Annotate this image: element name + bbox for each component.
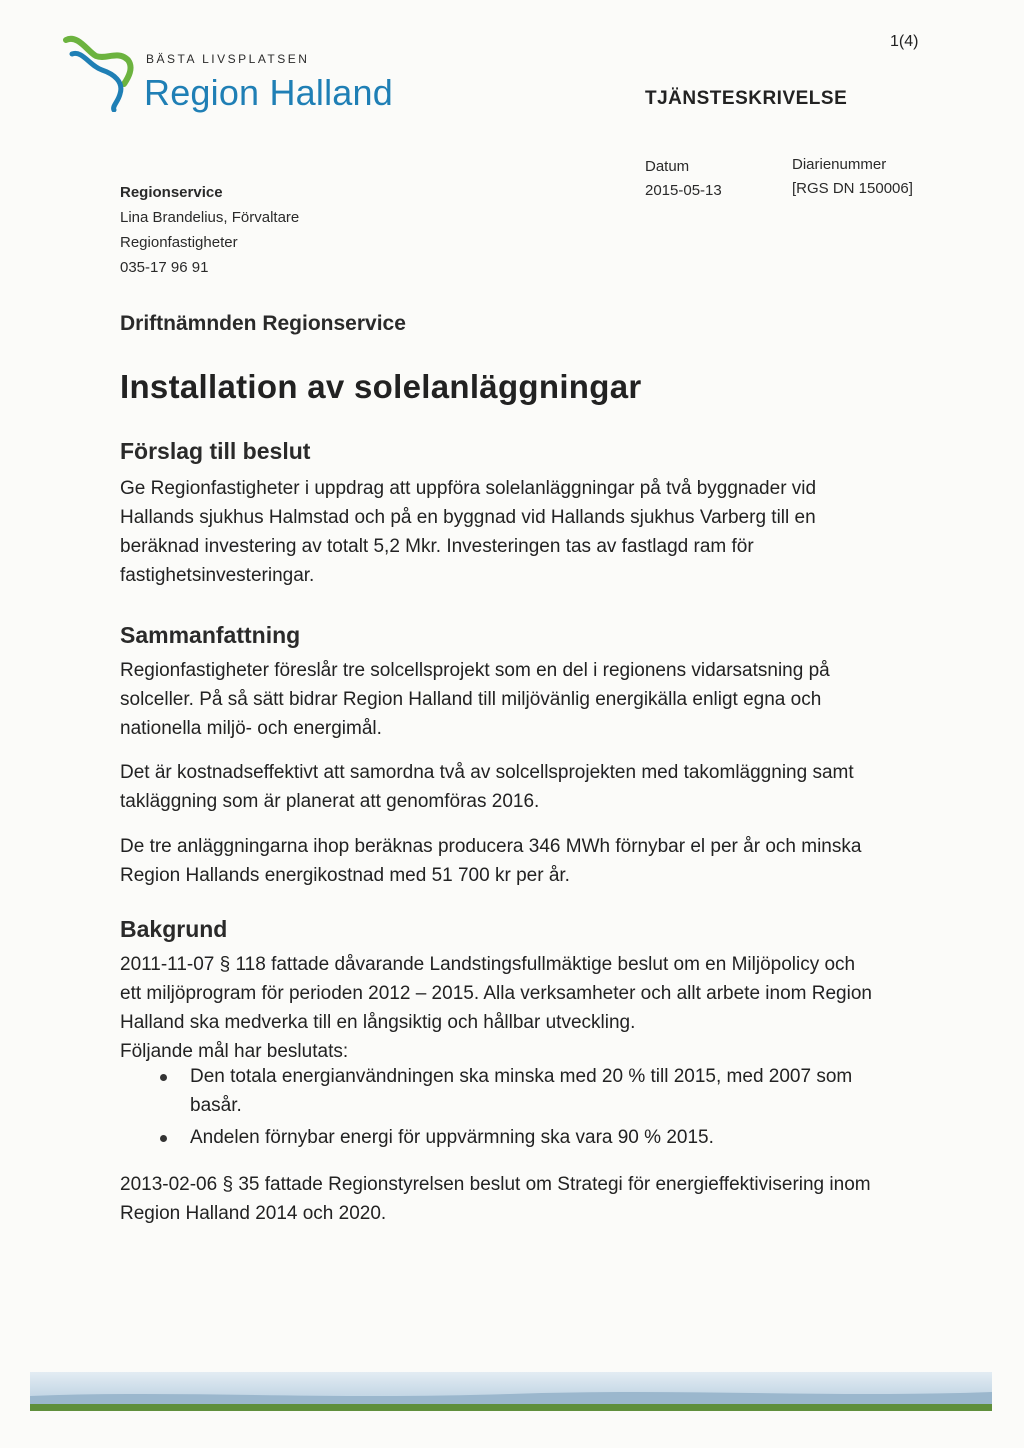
page-number: 1(4)	[890, 33, 919, 50]
logo-tagline: BÄSTA LIVSPLATSEN	[146, 52, 310, 66]
footer-landscape-graphic	[30, 1366, 992, 1416]
diarie-label: Diarienummer	[792, 156, 887, 173]
bullet-icon	[160, 1135, 167, 1142]
section-heading-forslag: Förslag till beslut	[120, 438, 311, 464]
sammanfattning-p1: Regionfastigheter föreslår tre solcellsprojekt som en del i regionens vidarsatsning på solceller. På så sätt bidrar Region Halland till miljövänlig energikälla enligt egna och nationella miljö- och energimål.	[120, 660, 830, 739]
sender-name: Lina Brandelius, Förvaltare	[120, 209, 300, 226]
date-label: Datum	[645, 158, 690, 175]
logo-name: Region Halland	[144, 72, 393, 113]
bakgrund-p1: 2011-11-07 § 118 fattade dåvarande Landstingsfullmäktige beslut om en Miljöpolicy och ett miljöprogram för perioden 2012 – 2015. Alla verksamheter och allt arbete inom Region Halland ska medverka till en långsiktig och hållbar utveckling.	[120, 954, 872, 1033]
goal-text: Den totala energianvändningen ska minska med 20 % till 2015, med 2007 som basår.	[190, 1066, 853, 1116]
diarie-block	[792, 153, 913, 201]
diarie-value: [RGS DN 150006]	[792, 180, 913, 197]
page-title: Installation av solelanläggningar	[120, 368, 642, 405]
date-value: 2015-05-13	[645, 182, 722, 199]
date-block	[645, 155, 722, 203]
bullet-icon	[160, 1074, 167, 1081]
region-halland-logo-icon	[58, 32, 142, 112]
sender-block	[120, 180, 299, 280]
list-item	[160, 1062, 860, 1120]
sammanfattning-p2: Det är kostnadseffektivt att samordna två av solcellsprojekten med takomläggning samt takläggning som är planerat att genomföras 2016.	[120, 762, 854, 812]
sender-phone: 035-17 96 91	[120, 259, 209, 276]
section-heading-sammanfattning: Sammanfattning	[120, 622, 301, 648]
bakgrund-p1b: Följande mål har beslutats:	[120, 1041, 349, 1062]
goal-list	[160, 1062, 860, 1155]
sammanfattning-p3: De tre anläggningarna ihop beräknas producera 346 MWh förnybar el per år och minska Region Hallands energikostnad med 51 700 kr per år.	[120, 836, 862, 886]
sender-org: Regionservice	[120, 184, 223, 201]
list-item	[160, 1123, 860, 1152]
bakgrund-p2: 2013-02-06 § 35 fattade Regionstyrelsen beslut om Strategi för energieffektivisering inom Region Halland 2014 och 2020.	[120, 1174, 871, 1224]
recipient: Driftnämnden Regionservice	[120, 312, 406, 335]
section-heading-bakgrund: Bakgrund	[120, 916, 228, 942]
goal-text: Andelen förnybar energi för uppvärmning ska vara 90 % 2015.	[190, 1127, 714, 1148]
forslag-text: Ge Regionfastigheter i uppdrag att uppföra solelanläggningar på två byggnader vid Hallands sjukhus Halmstad och på en byggnad vid Hallands sjukhus Varberg till en beräknad investering av totalt 5,2 Mkr. Investeringen tas av fastlagd ram för fastighetsinvesteringar.	[120, 478, 817, 586]
sender-unit: Regionfastigheter	[120, 234, 238, 251]
document-type: TJÄNSTESKRIVELSE	[645, 88, 848, 109]
